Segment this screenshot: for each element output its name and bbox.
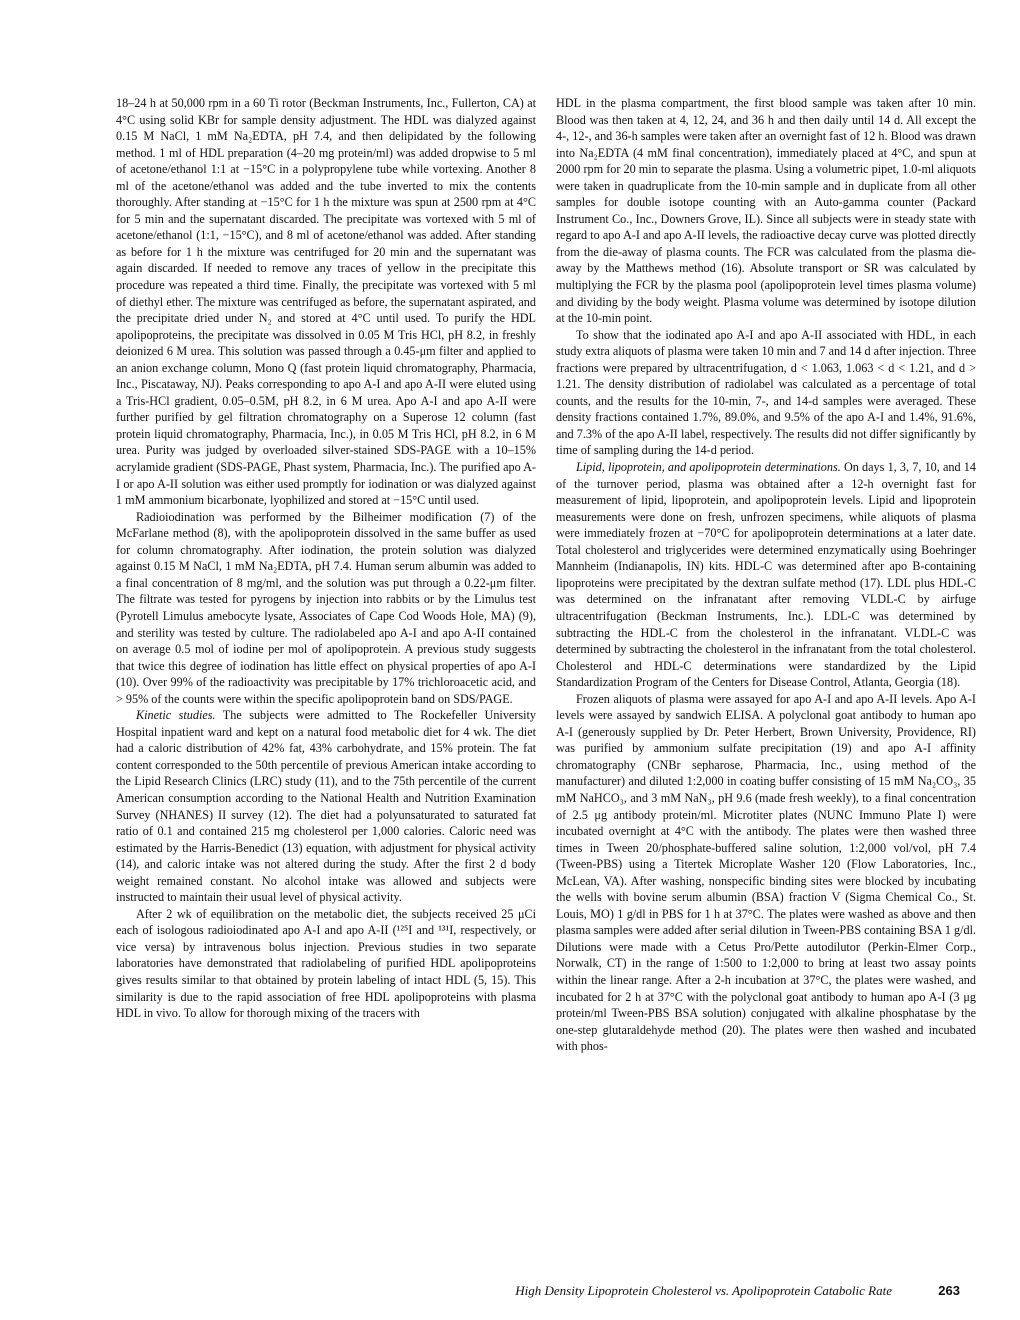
paragraph-text: Radioiodination was performed by the Bilheimer modification (7) of the McFarlane method (8), with the apolipoprotein dissolved in the same buffer as used for column chromatography. After iodination, the protein solution was dialyzed against 0.15 M NaCl, 1 mM Na₂EDTA, pH 7.4. Human serum albumin was added to a final concentration of 8 mg/ml, and the solution was put through a 0.22-μm filter. The filtrate was tested for pyrogens by injection into rabbits or by the Limulus test (Pyrotell Limulus amebocyte lysate, Associates of Cape Cod Woods Hole, MA) (9), and sterility was tested by culture. The radiolabeled apo A-I and apo A-II contained on average 0.5 mol of iodine per mol of apolipoprotein. A previous study suggests that twice this degree of iodination has little effect on physical properties of apo A-I (10). Over 99% of the radioactivity was precipitable by 17% trichloroacetic acid, and > 95% of the counts were within the specific apolipoprotein band on SDS/PAGE. [116, 509, 536, 706]
paragraph-delipidation [116, 95, 536, 509]
paragraph-radioiodination [116, 509, 536, 708]
paragraph-text: Frozen aliquots of plasma were assayed for apo A-I and apo A-II levels. Apo A-I levels were assayed by sandwich ELISA. A polyclonal goat antibody to human apo A-I (generously supplied by Dr. Peter Herbert, Brown University, Providence, RI) was purified by ammonium sulfate precipitation (19) and apo A-I affinity chromatography (CNBr sepharose, Pharmacia, Inc., using method of the manufacturer) and diluted 1:2,000 in coating buffer consisting of 15 mM Na₂CO₃, 35 mM NaHCO₃, and 3 mM NaN₃, pH 9.6 (made fresh weekly), to a final concentration of 2.5 μg antibody protein/ml. Microtiter plates (NUNC Immuno Plate I) were incubated overnight at 4°C with the antibody. The plates were then washed three times in Tween 20/phosphate-buffered saline solution, 1:2,000 vol/vol, pH 7.4 (Tween-PBS) using a Titertek Microplate Washer 120 (Flow Laboratories, Inc., McLean, VA). After washing, nonspecific binding sites were blocked by incubating the wells with bovine serum albumin (BSA) fraction V (Sigma Chemical Co., St. Louis, MO) 1 g/dl in PBS for 1 h at 37°C. The plates were washed as above and then plasma samples were added after serial dilution in Tween-PBS containing BSA 1 g/dl. Dilutions were made with a Cetus Pro/Pette autodilutor (Perkin-Elmer Corp., Norwalk, CT) in the range of 1:500 to 1:2,000 to bring at least two assay points within the linear range. After a 2-h incubation at 37°C, the plates were washed, and incubated for 2 h at 37°C with the polyclonal goat antibody to human apo A-I (3 μg protein/ml Tween-PBS BSA solution) conjugated with alkaline phosphatase by the one-step glutaraldehyde method (20). The plates were then washed and incubated with phos- [556, 691, 976, 1054]
section-lead-kinetic-studies: Kinetic studies. [136, 708, 216, 723]
paragraph-injection [116, 906, 536, 1022]
right-column [556, 95, 976, 1055]
paragraph-text: On days 1, 3, 7, 10, and 14 of the turnover period, plasma was obtained after a 12-h overnight fast for measurement of lipid, lipoprotein, and apolipoprotein levels. Lipid and lipoprotein measurements were done on fresh, unfrozen specimens, while aliquots of plasma were immediately frozen at −70°C for apolipoprotein determinations at a later date. Total cholesterol and triglycerides were determined enzymatically using Boehringer Mannheim (Indianapolis, IN) kits. HDL-C was determined after apo B-containing lipoproteins were precipitated by the dextran sulfate method (17). LDL plus HDL-C was determined on the infranatant after removing VLDL-C by airfuge ultracentrifugation (Beckman Instruments, Inc.). LDL-C was determined by subtracting the HDL-C from the cholesterol in the infranatant. VLDL-C was determined by subtracting the cholesterol in the infranatant from the total cholesterol. Cholesterol and HDL-C determinations were standardized by the Lipid Standardization Program of the Centers for Disease Control, Atlanta, Georgia (18). [556, 460, 976, 690]
paragraph-kinetic-studies [116, 707, 536, 906]
page-footer [0, 1283, 960, 1301]
paragraph-blood-sampling [556, 95, 976, 327]
section-lead-lipid-determinations: Lipid, lipoprotein, and apolipoprotein determinations. [576, 460, 841, 475]
paragraph-text: HDL in the plasma compartment, the first blood sample was taken after 10 min. Blood was then taken at 4, 12, 24, and 36 h and then daily until 14 d. All except the 4-, 12-, and 36-h samples were taken after an overnight fast of 12 h. Blood was drawn into Na₂EDTA (4 mM final concentration), immediately placed at 4°C, and spun at 2000 rpm for 20 min to separate the plasma. Using a volumetric pipet, 1.0-ml aliquots were taken in quadruplicate from the 10-min sample and in duplicate from all other samples for double isotope counting with an Auto-gamma counter (Packard Instrument Co., Inc., Downers Grove, IL). Since all subjects were in steady state with regard to apo A-I and apo A-II levels, the radioactive decay curve was plotted directly from the die-away of plasma counts. The FCR was calculated from the plasma die-away by the Matthews method (16). Absolute transport or SR was calculated by multiplying the FCR by the plasma pool (apolipoprotein level times plasma volume) and dividing by the body weight. Plasma volume was determined by isotope dilution at the 10-min point. [556, 96, 976, 326]
paragraph-elisa [556, 691, 976, 1055]
paragraph-text: The subjects were admitted to The Rockefeller University Hospital inpatient ward and kept on a natural food metabolic diet for 4 wk. The diet had a caloric distribution of 42% fat, 43% carbohydrate, and 15% protein. The fat content corresponded to the 50th percentile of previous American intake according to the Lipid Research Clinics (LRC) study (11), and to the 75th percentile of the current American consumption according to the National Health and Nutrition Examination Survey (NHANES) II survey (12). The diet had a polyunsaturated to saturated fat ratio of 0.1 and contained 215 mg cholesterol per 1,000 calories. Caloric need was estimated by the Harris-Benedict (13) equation, with adjustment for physical activity (14), and caloric intake was not altered during the study. After the first 2 d body weight remained constant. No alcohol intake was allowed and subjects were instructed to maintain their usual level of physical activity. [116, 708, 536, 905]
paragraph-text: 18–24 h at 50,000 rpm in a 60 Ti rotor (Beckman Instruments, Inc., Fullerton, CA) at 4°C using solid KBr for sample density adjustment. The HDL was dialyzed against 0.15 M NaCl, 1 mM Na₂EDTA, pH 7.4, and then delipidated by the following method. 1 ml of HDL preparation (4–20 mg protein/ml) was added dropwise to 5 ml of acetone/ethanol 1:1 at −15°C in a polypropylene tube while vortexing. Another 8 ml of the acetone/ethanol was added and the tube inverted to mix the contents thoroughly. After standing at −15°C for 1 h the mixture was spun at 2500 rpm at 4°C for 5 min and the supernatant discarded. The precipitate was vortexed with 5 ml of acetone/ethanol (1:1, −15°C), and 8 ml of acetone/ethanol was added. After standing as before for 1 h the mixture was centrifuged for 20 min and the supernatant was again discarded. If needed to remove any traces of yellow in the precipitate this procedure was repeated a third time. Finally, the precipitate was vortexed with 5 ml of diethyl ether. The mixture was centrifuged as before, the supernatant aspirated, and the precipitate dried under N₂ and stored at 4°C until used. To purify the HDL apolipoproteins, the precipitate was dissolved in 0.05 M Tris HCl, pH 8.2, in freshly deionized 6 M urea. This solution was passed through a 0.45-μm filter and applied to an anion exchange column, Mono Q (fast protein liquid chromatography, Pharmacia, Inc., Piscataway, NJ). Peaks corresponding to apo A-I and apo A-II were eluted using a Tris-HCl gradient, 0.05–0.5M, pH 8.2, in 6 M urea. Apo A-I and apo A-II were further purified by gel filtration chromatography on a Superose 12 column (fast protein liquid chromatography, Pharmacia, Inc.), in 0.05 M Tris HCl, pH 8.2, in 6 M urea. Purity was judged by overloaded silver-stained SDS-PAGE with a 10–15% acrylamide gradient (SDS-PAGE, Phast system, Pharmacia, Inc.). The purified apo A-I or apo A-II solution was either used promptly for iodination or was dialyzed against 1 mM ammonium bicarbonate, lyophilized and stored at −15°C until used. [116, 96, 536, 508]
paragraph-lipid-determinations [556, 459, 976, 691]
page-number: 263 [938, 1283, 960, 1298]
paragraph-text: To show that the iodinated apo A-I and apo A-II associated with HDL, in each study extra aliquots of plasma were taken 10 min and 7 and 14 d after injection. Three fractions were prepared by ultracentrifugation, d < 1.063, 1.063 < d < 1.21, and d > 1.21. The density distribution of radiolabel was calculated as a percentage of total counts, and the results for the 10-min, 7-, and 14-d samples were averaged. These density fractions contained 1.7%, 89.0%, and 9.5% of the apo A-I and 1.4%, 91.6%, and 7.3% of the apo A-II label, respectively. The results did not differ significantly by time of sampling during the 14-d period. [556, 327, 976, 458]
paragraph-text: After 2 wk of equilibration on the metabolic diet, the subjects received 25 μCi each of isologous radioiodinated apo A-I and apo A-II (¹²⁵I and ¹³¹I, respectively, or vice versa) by intravenous bolus injection. Previous studies in two separate laboratories have demonstrated that radiolabeling of purified HDL apolipoproteins gives results similar to that obtained by protein labeling of intact HDL (5, 15). This similarity is due to the rapid association of free HDL apolipoproteins with plasma HDL in vivo. To allow for thorough mixing of the tracers with [116, 906, 536, 1021]
left-column [116, 95, 536, 1022]
running-title: High Density Lipoprotein Cholesterol vs. Apolipoprotein Catabolic Rate [515, 1283, 892, 1298]
paragraph-density-distribution [556, 327, 976, 459]
